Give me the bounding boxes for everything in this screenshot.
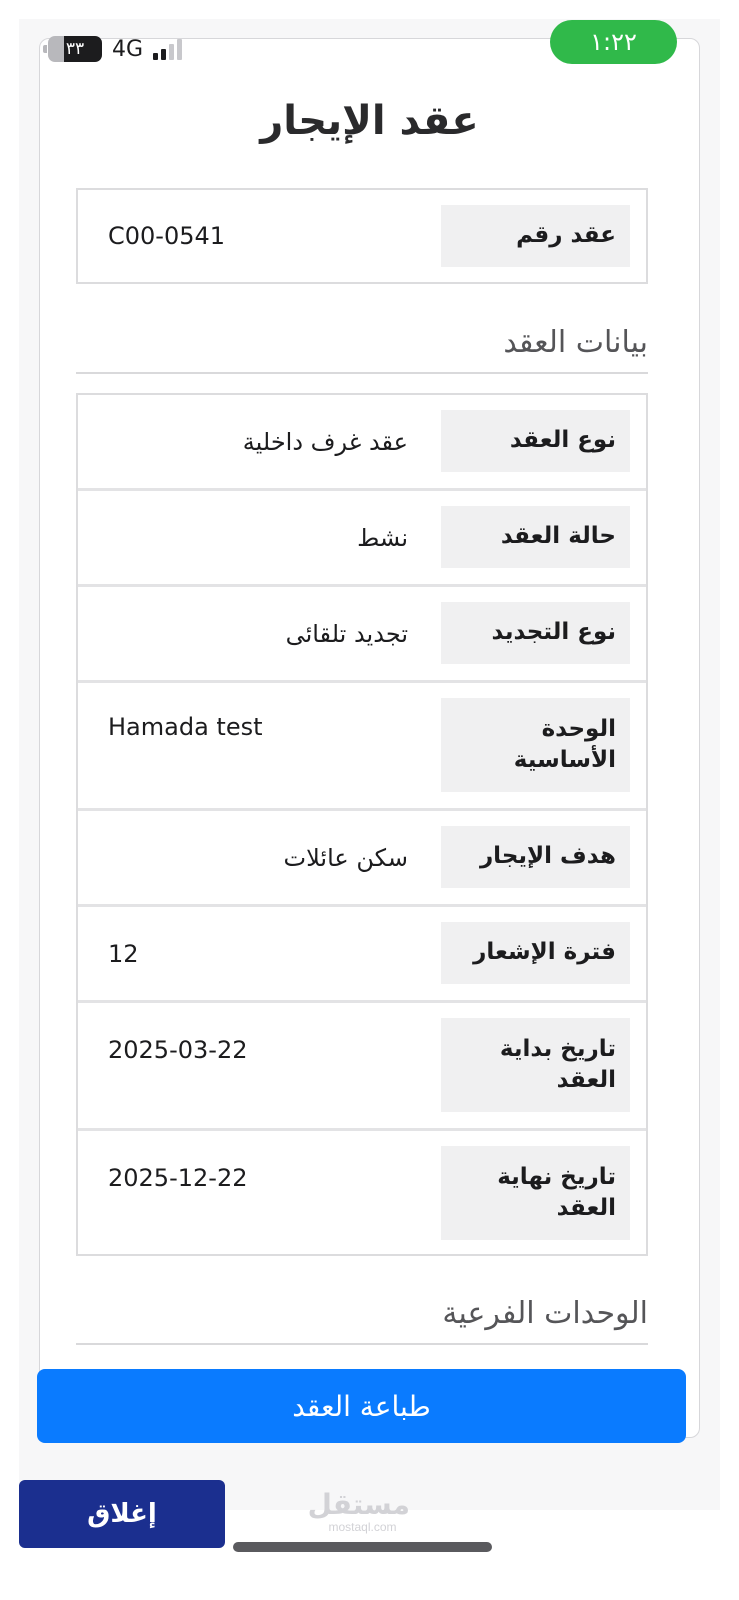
row-value: تجديد تلقائى	[285, 620, 408, 648]
row-label: فترة الإشعار	[441, 922, 630, 984]
page-title: عقد الإيجار	[260, 98, 479, 144]
battery-icon	[48, 36, 102, 62]
row-label: حالة العقد	[441, 506, 630, 568]
section-divider	[76, 372, 648, 374]
row-value: نشط	[357, 524, 408, 552]
row-value: Hamada test	[108, 713, 263, 741]
row-value: 2025-12-22	[108, 1164, 248, 1192]
table-row	[78, 491, 646, 587]
section-title-sub-units: الوحدات الفرعية	[442, 1296, 648, 1331]
section-divider	[76, 1343, 648, 1345]
row-label: تاريخ بداية العقد	[441, 1018, 630, 1112]
row-label: هدف الإيجار	[441, 826, 630, 888]
signal-icon	[153, 38, 182, 60]
mostaql-watermark-logo	[307, 1488, 410, 1534]
home-indicator[interactable]	[233, 1542, 492, 1552]
contract-number-label: عقد رقم	[441, 205, 630, 267]
status-time: ١:٢٢	[550, 20, 677, 64]
status-indicators	[48, 35, 182, 63]
row-value: 2025-03-22	[108, 1036, 248, 1064]
table-row	[78, 587, 646, 683]
section-title-contract-data: بيانات العقد	[503, 325, 648, 360]
table-row	[78, 811, 646, 907]
contract-number-box	[76, 188, 648, 284]
row-label: نوع التجديد	[441, 602, 630, 664]
row-value: 12	[108, 940, 139, 968]
watermark-latin: mostaql.com	[328, 1519, 397, 1534]
table-row	[78, 683, 646, 811]
print-contract-button[interactable]: طباعة العقد	[37, 1369, 686, 1443]
row-label: نوع العقد	[441, 410, 630, 472]
contract-number-value: C00-0541	[108, 222, 226, 250]
row-value: عقد غرف داخلية	[242, 428, 408, 456]
row-value: سكن عائلات	[283, 844, 408, 872]
table-row	[78, 1003, 646, 1131]
table-row	[78, 1131, 646, 1254]
contract-data-table	[76, 393, 648, 1256]
table-row	[78, 907, 646, 1003]
watermark-arabic: مستقل	[307, 1488, 410, 1521]
row-label: تاريخ نهاية العقد	[441, 1146, 630, 1240]
close-button[interactable]: إغلاق	[19, 1480, 225, 1548]
battery-level: ٣٣	[65, 39, 85, 59]
network-type: 4G	[112, 36, 144, 62]
row-label: الوحدة الأساسية	[441, 698, 630, 792]
table-row	[78, 395, 646, 491]
